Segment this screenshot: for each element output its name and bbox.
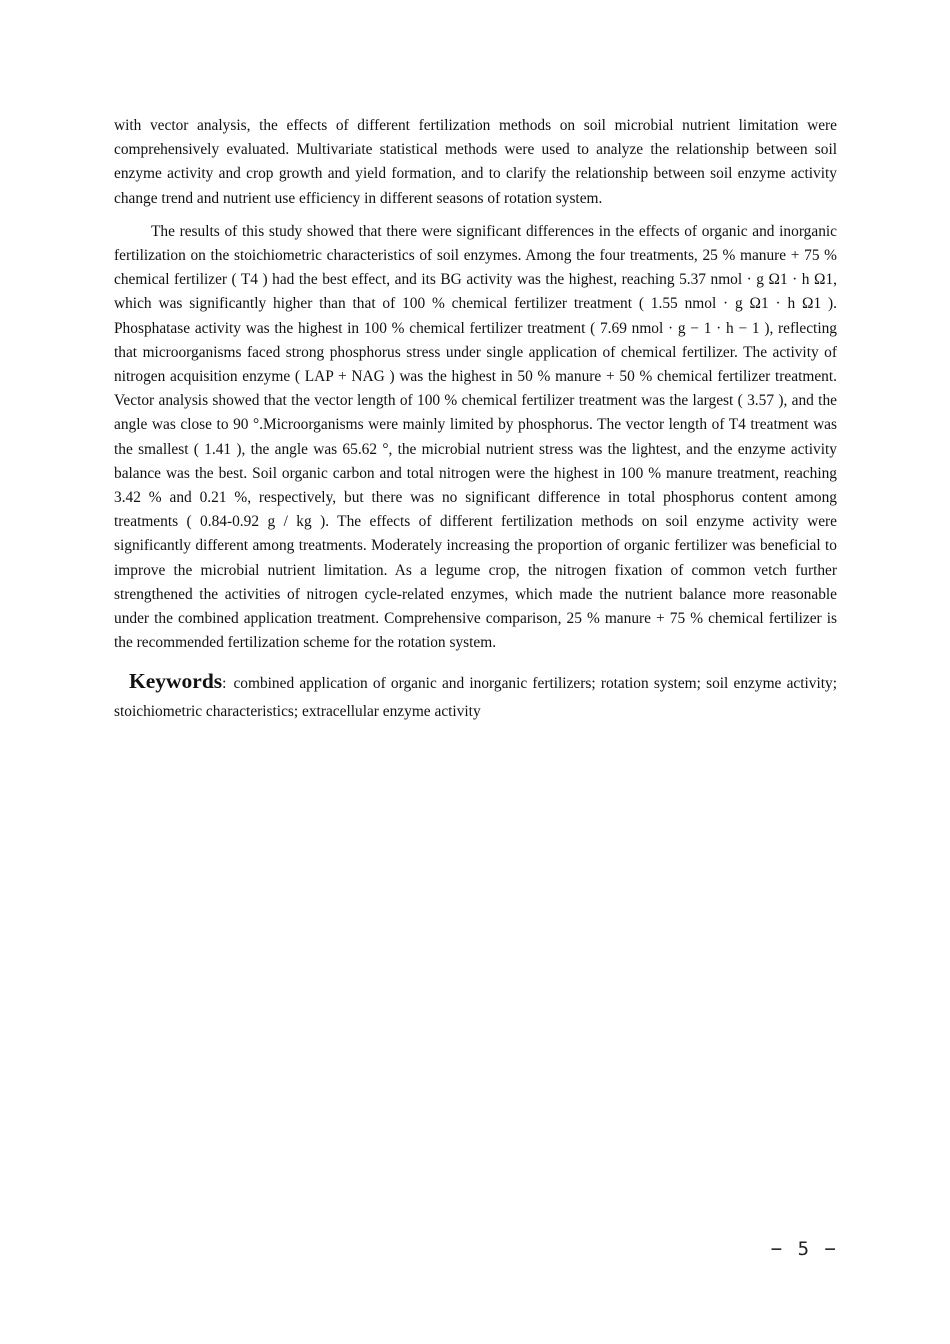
keywords-section [114,667,837,726]
keywords-label: Keywords [129,669,223,694]
keywords-separator: : [222,675,227,693]
keywords-text: combined application of organic and inorganic fertilizers; rotation system; soil enzyme activity; stoichiometric characteristics; extracellular enzyme activity [114,675,837,721]
page-number: − 5 − [770,1238,838,1260]
page-body [114,114,837,726]
abstract-paragraph-1: with vector analysis, the effects of different fertilization methods on soil microbial nutrient limitation were comprehensively evaluated. Multivariate statistical methods were used to analyze the relationship between soil enzyme activity and crop growth and yield formation, and to clarify the relationship between soil enzyme activity change trend and nutrient use efficiency in different seasons of rotation system. [114,117,837,207]
abstract-paragraph-2: The results of this study showed that there were significant differences in the effects of organic and inorganic fertilization on the stoichiometric characteristics of soil enzymes. Among the four treatments, 25 % manure + 75 % chemical fertilizer ( T4 ) had the best effect, and its BG activity was the highest, reaching 5.37 nmol · g Ω1 · h Ω1, which was significantly higher than that of 100 % chemical fertilizer treatment ( 1.55 nmol · g Ω1 · h Ω1 ). Phosphatase activity was the highest in 100 % chemical fertilizer treatment ( 7.69 nmol · g − 1 · h − 1 ), reflecting that microorganisms faced strong phosphorus stress under single application of chemical fertilizer. The activity of nitrogen acquisition enzyme ( LAP + NAG ) was the highest in 50 % manure + 50 % chemical fertilizer treatment. Vector analysis showed that the vector length of 100 % chemical fertilizer treatment was the largest ( 3.57 ), and the angle was close to 90 °.Microorganisms were mainly limited by phosphorus. The vector length of T4 treatment was the smallest ( 1.41 ), the angle was 65.62 °, the microbial nutrient stress was the lightest, and the enzyme activity balance was the best. Soil organic carbon and total nitrogen were the highest in 100 % manure treatment, reaching 3.42 % and 0.21 %, respectively, but there was no significant difference in total phosphorus content among treatments ( 0.84-0.92 g / kg ). The effects of different fertilization methods on soil enzyme activity were significantly different among treatments. Moderately increasing the proportion of organic fertilizer was beneficial to improve the microbial nutrient limitation. As a legume crop, the nitrogen fixation of common vetch further strengthened the activities of nitrogen cycle-related enzymes, which made the nutrient balance more reasonable under the combined application treatment. Comprehensive comparison, 25 % manure + 75 % chemical fertilizer is the recommended fertilization scheme for the rotation system. [114,222,837,652]
